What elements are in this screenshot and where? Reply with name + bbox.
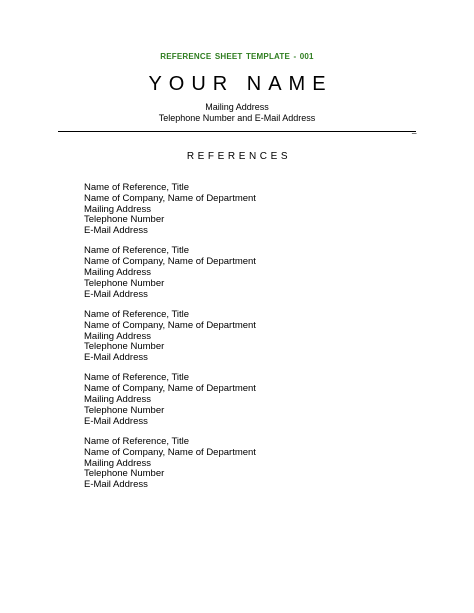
phone-email: Telephone Number and E-Mail Address [158, 113, 316, 123]
reference-phone: Telephone Number [84, 277, 165, 289]
reference-mailing-address: Mailing Address [84, 267, 152, 279]
reference-phone: Telephone Number [84, 214, 165, 226]
contact-block [0, 102, 474, 124]
reference-email: E-Mail Address [84, 479, 148, 491]
reference-company: Name of Company, Name of Department [84, 383, 256, 395]
reference-mailing-address: Mailing Address [84, 457, 152, 469]
reference-entry [84, 373, 404, 427]
reference-name-title: Name of Reference, Title [84, 372, 190, 384]
references-heading: REFERENCES [186, 151, 292, 162]
mailing-address: Mailing Address [205, 102, 269, 112]
reference-company: Name of Company, Name of Department [84, 446, 256, 458]
reference-email: E-Mail Address [84, 288, 148, 300]
applicant-name: YOUR NAME [148, 73, 333, 95]
reference-mailing-address: Mailing Address [84, 394, 152, 406]
reference-entry [84, 310, 404, 364]
header-divider [58, 131, 416, 132]
header-divider-end-mark: _ [412, 125, 417, 134]
template-label: REFERENCE SHEET TEMPLATE - 001 [160, 52, 314, 61]
reference-name-title: Name of Reference, Title [84, 435, 190, 447]
reference-list [84, 183, 404, 500]
reference-entry [84, 437, 404, 491]
reference-mailing-address: Mailing Address [84, 203, 152, 215]
reference-email: E-Mail Address [84, 225, 148, 237]
reference-entry [84, 183, 404, 237]
reference-company: Name of Company, Name of Department [84, 319, 256, 331]
reference-company: Name of Company, Name of Department [84, 192, 256, 204]
reference-name-title: Name of Reference, Title [84, 308, 190, 320]
reference-name-title: Name of Reference, Title [84, 245, 190, 257]
reference-entry [84, 246, 404, 300]
reference-email: E-Mail Address [84, 352, 148, 364]
reference-company: Name of Company, Name of Department [84, 256, 256, 268]
reference-phone: Telephone Number [84, 404, 165, 416]
reference-name-title: Name of Reference, Title [84, 182, 190, 193]
reference-phone: Telephone Number [84, 341, 165, 353]
reference-email: E-Mail Address [84, 415, 148, 427]
reference-phone: Telephone Number [84, 468, 165, 480]
reference-mailing-address: Mailing Address [84, 330, 152, 342]
